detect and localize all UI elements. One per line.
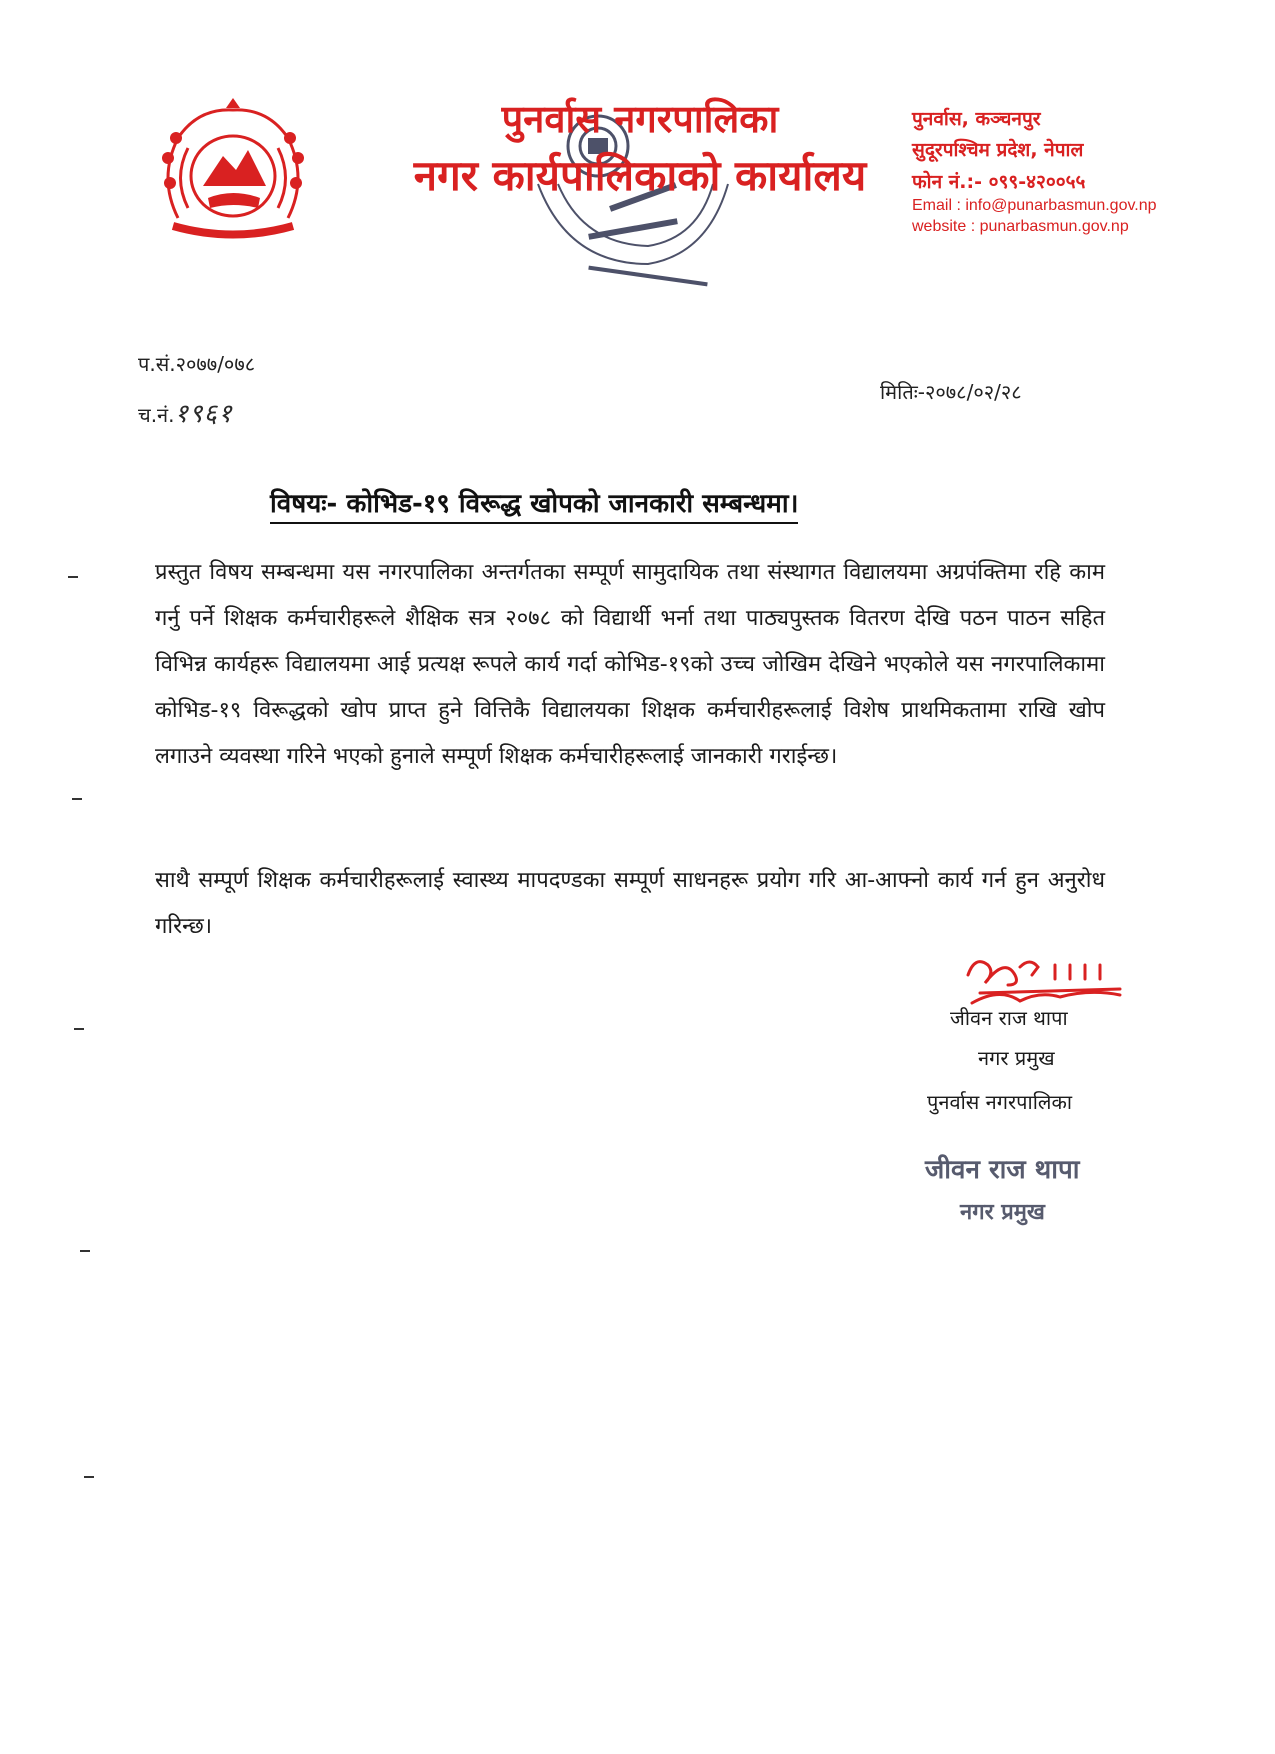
letter-subject: विषयः- कोभिड-१९ विरूद्ध खोपको जानकारी सम्बन्धमा।: [270, 484, 798, 524]
body-paragraph-2: साथै सम्पूर्ण शिक्षक कर्मचारीहरूलाई स्वास्थ्य मापदण्डका सम्पूर्ण साधनहरू प्रयोग गरि आ-आफ्नो कार्य गर्न हुन अनुरोध गरिन्छ।: [155, 868, 1105, 939]
office-title: नगर कार्यपालिकाको कार्यालय: [413, 151, 867, 200]
address-line-1: पुनर्वास, कञ्चनपुर: [912, 108, 1041, 130]
dispatch-number-value: १९६१: [174, 399, 233, 429]
signatory-position: नगर प्रमुख: [978, 1046, 1055, 1070]
scan-speck: [72, 798, 82, 800]
signatory-name: जीवन राज थापा: [950, 1006, 1068, 1030]
dispatch-number-label: च.नं.: [138, 403, 175, 427]
letter-reference-number: प.सं.२०७७/०७८: [138, 352, 256, 376]
address-line-2: सुदूरपश्चिम प्रदेश, नेपाल: [912, 139, 1084, 161]
position-stamp: नगर प्रमुख: [960, 1199, 1045, 1225]
name-stamp: जीवन राज थापा: [925, 1155, 1080, 1185]
scan-speck: [84, 1476, 94, 1478]
municipality-name: पुनर्वास नगरपालिका: [501, 97, 779, 141]
signatory-organization: पुनर्वास नगरपालिका: [927, 1090, 1072, 1114]
phone-number: फोन नं.:- ०९९-४२००५५: [912, 171, 1086, 193]
email-address: Email : info@punarbasmun.gov.np: [912, 197, 1157, 214]
body-paragraph-1: प्रस्तुत विषय सम्बन्धमा यस नगरपालिका अन्तर्गतका सम्पूर्ण सामुदायिक तथा संस्थागत विद्यालयमा अग्रपंक्तिमा रहि काम गर्नु पर्ने शिक्षक कर्मचारीहरूले शैक्षिक सत्र २०७८ को विद्यार्थी भर्ना तथा पाठ्यपुस्तक वितरण देखि पठन पाठन सहित विभिन्न कार्यहरू विद्यालयमा आई प्रत्यक्ष रूपले कार्य गर्दा कोभिड-१९को उच्च जोखिम देखिने भएकोले यस नगरपालिकामा कोभिड-१९ विरूद्धको खोप प्राप्त हुने वित्तिकै विद्यालयका शिक्षक कर्मचारीहरूलाई विशेष प्राथमिकतामा राखि खोप लगाउने व्यवस्था गरिने भएको हुनाले सम्पूर्ण शिक्षक कर्मचारीहरूलाई जानकारी गराईन्छ।: [155, 560, 1105, 769]
scan-speck: [80, 1250, 90, 1252]
scan-speck: [68, 576, 78, 578]
scan-speck: [74, 1028, 84, 1030]
website-address: website : punarbasmun.gov.np: [912, 218, 1129, 235]
letter-date: मितिः-२०७८/०२/२८: [880, 380, 1022, 404]
dispatch-number: [138, 394, 233, 430]
nepal-emblem-icon: [148, 98, 318, 248]
